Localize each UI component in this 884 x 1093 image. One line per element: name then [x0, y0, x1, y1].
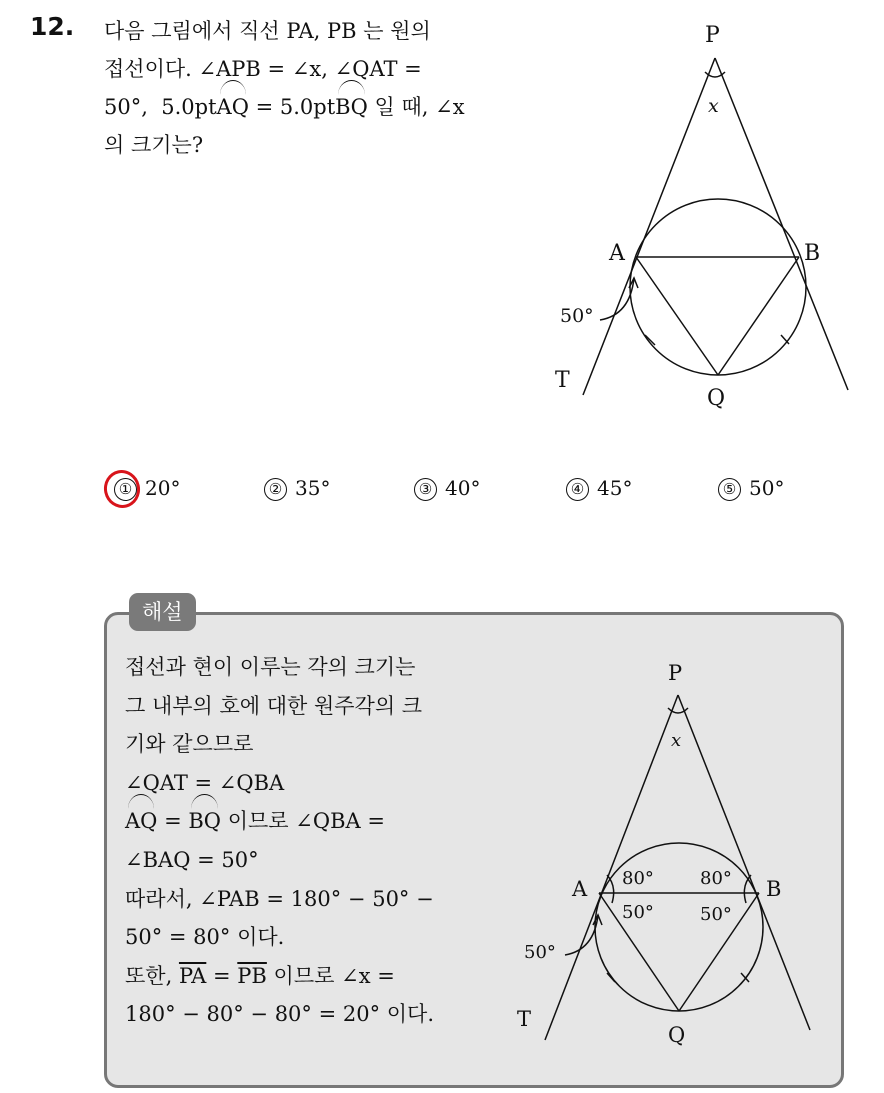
solution-text-segment: 50° — [372, 886, 410, 911]
question-text-segment: ∠x, — [291, 57, 328, 81]
label-b: B — [766, 877, 782, 901]
label-x: x — [671, 730, 682, 751]
chord-bq — [718, 257, 799, 375]
choice-label: 50° — [749, 476, 785, 500]
solution-text-segment: 이므로 — [227, 809, 289, 834]
solution-line: ∠BAQ = 50° — [125, 847, 259, 872]
chord-aq — [636, 257, 718, 375]
question-number: 12. — [30, 12, 75, 41]
tick-mark — [607, 973, 615, 982]
choice-label: 45° — [597, 476, 633, 500]
question-text-segment: 일 때, ∠x — [367, 95, 465, 119]
question-line-2 — [104, 50, 529, 88]
choice-number: ① — [114, 478, 137, 501]
solution-text-segment: = — [164, 809, 182, 834]
solution-text-segment: ∠x — [341, 963, 371, 988]
question-text-segment: ∠QAT — [334, 57, 398, 81]
tangent-line-pa — [583, 58, 715, 395]
solution-text — [125, 648, 483, 1034]
question-line-1: 다음 그림에서 직선 PA, PB 는 원의 — [104, 19, 431, 43]
solution-text-segment: = — [377, 963, 395, 988]
solution-text-segment: 또한, — [125, 963, 173, 988]
solution-line — [125, 802, 483, 841]
segment-pb: $\overline{PB}$ — [237, 963, 267, 988]
angle-arc — [607, 875, 614, 903]
question-line-3 — [104, 88, 529, 126]
choice-label: 40° — [445, 476, 481, 500]
answer-choices — [102, 472, 822, 512]
choice-label: 35° — [295, 476, 331, 500]
tangent-circle-diagram — [540, 15, 860, 415]
segment-pa: $\overline{PA}$ — [178, 963, 207, 988]
label-50: 50° — [560, 305, 594, 327]
circle — [595, 843, 763, 1011]
label-b: B — [804, 241, 821, 266]
choice-2[interactable] — [264, 476, 330, 501]
solution-text-segment: − — [347, 886, 366, 911]
solution-line: 접선과 현이 이루는 각의 크기는 — [125, 655, 416, 679]
choice-number: ③ — [414, 478, 437, 501]
angle-50-pointer — [600, 278, 634, 320]
solution-text-segment: = — [213, 963, 231, 988]
tangent-line-pa — [545, 695, 678, 1040]
label-p: P — [705, 23, 720, 48]
label-t: T — [517, 1007, 532, 1031]
tangent-line-pb — [715, 58, 848, 390]
label-80-left: 80° — [622, 868, 654, 889]
label-p: P — [668, 661, 683, 685]
solution-text-segment: ∠QBA — [295, 809, 361, 834]
arc-bq: BQ — [335, 88, 368, 126]
label-a: A — [572, 877, 588, 901]
solution-text-segment: − — [416, 886, 434, 911]
solution-line: 기와 같으므로 — [125, 732, 254, 757]
question-text-segment: = 5.0pt — [248, 95, 336, 119]
label-q: Q — [668, 1023, 686, 1047]
solution-text-segment: = — [266, 886, 284, 911]
question-text-segment: 50°, — [104, 95, 148, 119]
label-50-tangent: 50° — [524, 942, 556, 963]
arc-aq: AQ — [217, 88, 249, 126]
solution-line — [125, 880, 483, 919]
solution-text-segment: 따라서, — [125, 886, 193, 911]
choice-1[interactable] — [114, 476, 180, 501]
question-text-segment: 5.0pt — [161, 95, 217, 119]
question-text — [104, 12, 529, 164]
question-line-4: 의 크기는? — [104, 133, 204, 157]
choice-4[interactable] — [566, 476, 632, 501]
solution-line: 50° = 80° 이다. — [125, 925, 285, 950]
label-x: x — [708, 95, 719, 117]
solution-line: ∠QAT = ∠QBA — [125, 770, 285, 795]
label-a: A — [609, 241, 625, 266]
question-text-segment: 접선이다. — [104, 57, 192, 81]
solution-text-segment: = — [367, 809, 385, 834]
label-q: Q — [707, 386, 726, 411]
solution-line: 그 내부의 호에 대한 원주각의 크 — [125, 693, 423, 718]
solution-text-segment: 이므로 — [273, 963, 335, 988]
solution-figure — [510, 650, 830, 1060]
label-80-right: 80° — [700, 868, 732, 889]
choice-label: 20° — [145, 476, 181, 500]
choice-5[interactable] — [718, 476, 784, 501]
choice-number: ⑤ — [718, 478, 741, 501]
solution-text-segment: 180° — [290, 886, 342, 911]
label-50-right: 50° — [700, 904, 732, 925]
solution-diagram — [510, 650, 830, 1060]
question-figure — [540, 15, 860, 415]
arc-bq: BQ — [188, 802, 221, 841]
solution-line: 180° − 80° − 80° = 20° 이다. — [125, 1002, 435, 1027]
solution-text-segment: ∠PAB — [199, 886, 260, 911]
angle-50-pointer — [565, 915, 598, 955]
question-text-segment: = — [267, 57, 286, 81]
choice-number: ② — [264, 478, 287, 501]
choice-number: ④ — [566, 478, 589, 501]
question-text-segment: ∠APB — [198, 57, 261, 81]
arc-aq: AQ — [125, 802, 157, 841]
choice-3[interactable] — [414, 476, 480, 501]
label-t: T — [555, 368, 570, 393]
label-50-left: 50° — [622, 902, 654, 923]
solution-label: 해설 — [129, 593, 196, 631]
solution-line — [125, 957, 483, 996]
question-text-segment: = — [404, 57, 422, 81]
